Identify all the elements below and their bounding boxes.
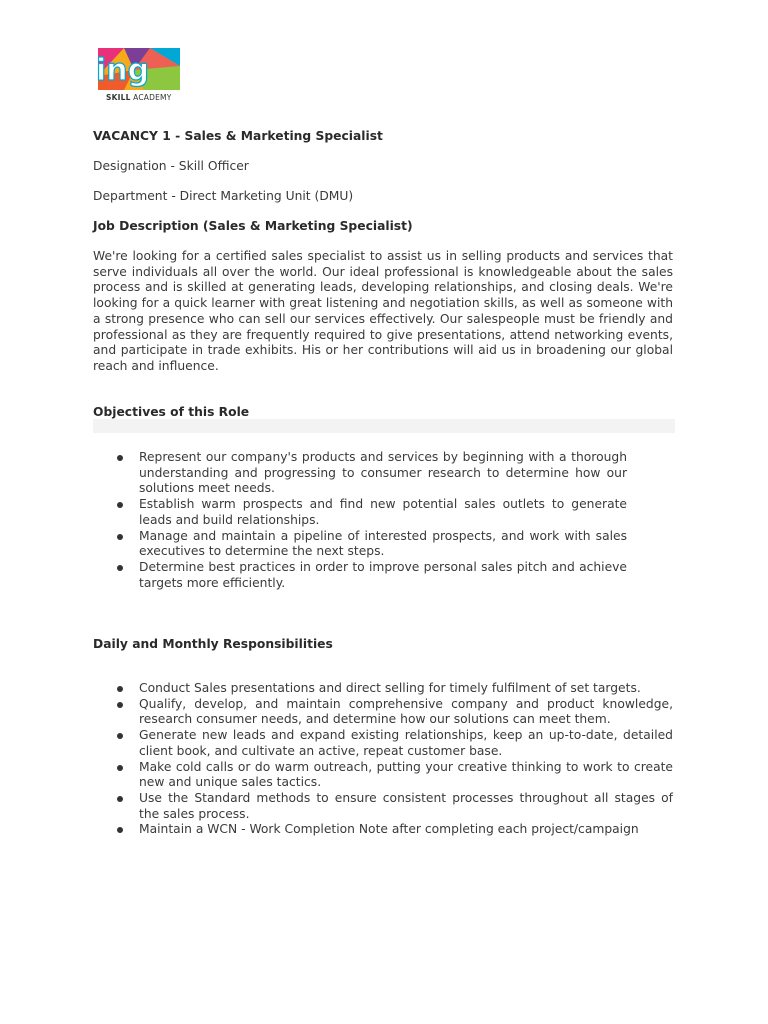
job-description-heading: Job Description (Sales & Marketing Specialist)	[93, 219, 413, 233]
designation-text: Designation - Skill Officer	[93, 159, 249, 173]
section-divider	[93, 419, 675, 433]
department-text: Department - Direct Marketing Unit (DMU)	[93, 189, 354, 203]
list-item: Conduct Sales presentations and direct selling for timely fulfilment of set targets.	[115, 681, 673, 697]
list-item: Establish warm prospects and find new potential sales outlets to generate leads and build relationships.	[115, 497, 627, 528]
svg-text:ing: ing	[96, 53, 150, 88]
list-item: Qualify, develop, and maintain comprehensive company and product knowledge, research consumer needs, and determine how our solutions can meet them.	[115, 697, 673, 728]
responsibilities-list	[115, 681, 673, 838]
list-item: Determine best practices in order to improve personal sales pitch and achieve targets more efficiently.	[115, 560, 627, 591]
logo-mark-icon	[94, 46, 182, 92]
vacancy-title: VACANCY 1 - Sales & Marketing Specialist	[93, 129, 383, 143]
list-item: Represent our company's products and services by beginning with a thorough understanding and progressing to consumer research to determine how our solutions meet needs.	[115, 450, 627, 497]
list-item: Make cold calls or do warm outreach, putting your creative thinking to work to create new and unique sales tactics.	[115, 760, 673, 791]
list-item: Manage and maintain a pipeline of interested prospects, and work with sales executives to determine the next steps.	[115, 529, 627, 560]
list-item: Maintain a WCN - Work Completion Note after completing each project/campaign	[115, 822, 673, 838]
objectives-heading: Objectives of this Role	[93, 405, 250, 419]
company-logo	[94, 46, 184, 104]
logo-subtitle: SKILL ACADEMY	[106, 93, 172, 102]
responsibilities-heading: Daily and Monthly Responsibilities	[93, 637, 333, 651]
job-description-body: We're looking for a certified sales specialist to assist us in selling products and services that serve individuals all over the world. Our ideal professional is knowledgeable about the sales process and is skilled at generating leads, developing relationships, and closing deals. We're looking for a quick learner with great listening and negotiation skills, as well as someone with a strong presence who can sell our services effectively. Our salespeople must be friendly and professional as they are frequently required to give presentations, attend networking events, and participate in trade exhibits. His or her contributions will aid us in broadening our global reach and influence.	[93, 249, 673, 373]
objectives-list	[115, 450, 627, 591]
list-item: Generate new leads and expand existing relationships, keep an up-to-date, detailed client book, and cultivate an active, repeat customer base.	[115, 728, 673, 759]
list-item: Use the Standard methods to ensure consistent processes throughout all stages of the sales process.	[115, 791, 673, 822]
